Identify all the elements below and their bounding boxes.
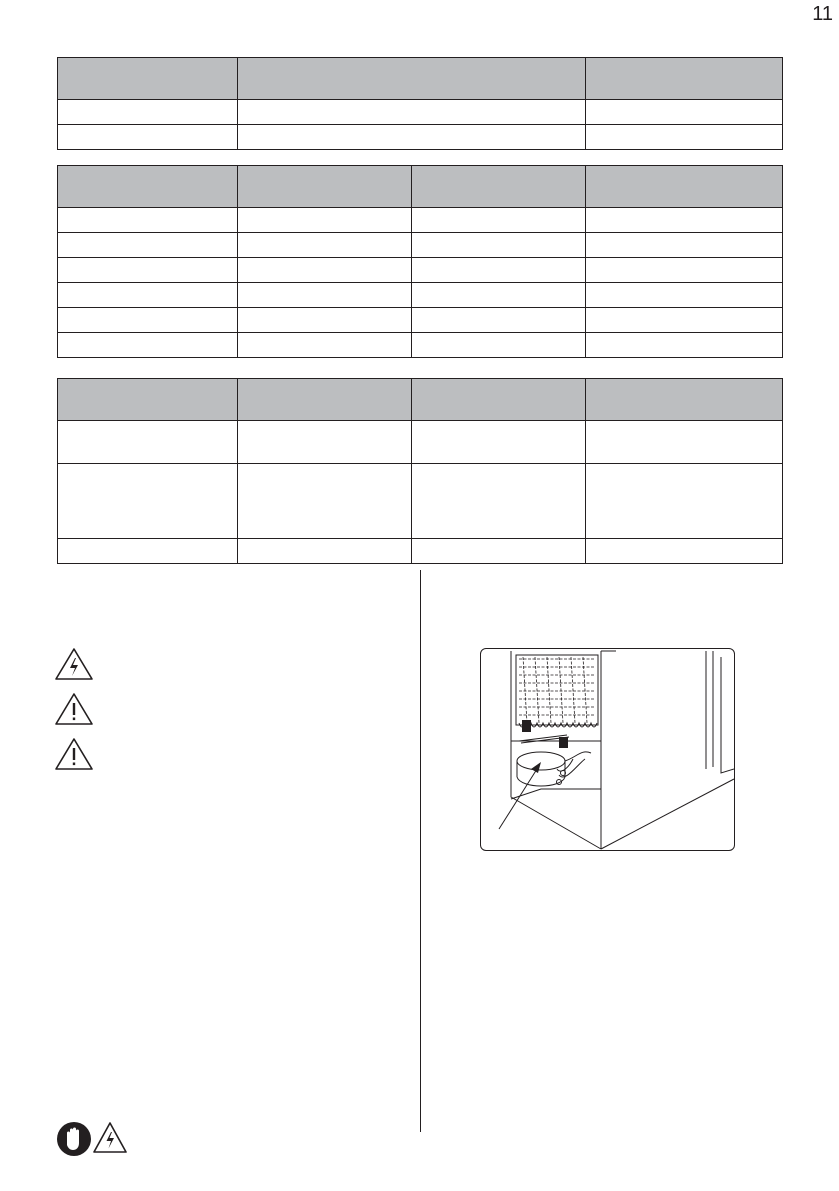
table-cell: [586, 308, 783, 333]
table-row: [58, 421, 783, 464]
table-cell: [238, 208, 412, 233]
table-header-cell: [238, 58, 586, 100]
table-cell: [586, 283, 783, 308]
table-cell: [238, 421, 412, 464]
table-cell: [412, 464, 586, 539]
table-cell: [238, 233, 412, 258]
table-cell: [412, 233, 586, 258]
table-header-cell: [238, 379, 412, 421]
table-row: [58, 333, 783, 358]
table-header-row: [58, 166, 783, 208]
table-header-row: [58, 58, 783, 100]
spec-table-2: [57, 165, 783, 358]
table-cell: [238, 258, 412, 283]
table-cell: [586, 421, 783, 464]
electric-shock-warning-icon: [92, 1120, 128, 1161]
table-cell: [586, 539, 783, 564]
table-row: [58, 464, 783, 539]
spec-table-1: [57, 57, 783, 150]
column-divider: [420, 570, 421, 1132]
table-header-cell: [412, 166, 586, 208]
table-header-row: [58, 379, 783, 421]
table-row: [58, 208, 783, 233]
spec-table-3: [57, 378, 783, 564]
table-header-cell: [586, 379, 783, 421]
table-cell: [238, 333, 412, 358]
table-cell: [586, 125, 783, 150]
refrigerator-rear-illustration: [480, 648, 735, 851]
general-warning-icon: [54, 692, 94, 731]
table-row: [58, 233, 783, 258]
table-header-cell: [586, 58, 783, 100]
table-cell: [58, 333, 238, 358]
table-cell: [412, 333, 586, 358]
table-cell: [412, 283, 586, 308]
table-cell: [586, 333, 783, 358]
table-header-cell: [238, 166, 412, 208]
table-cell: [58, 539, 238, 564]
table-cell: [238, 125, 586, 150]
table-row: [58, 100, 783, 125]
table-cell: [586, 208, 783, 233]
general-warning-icon: [54, 737, 94, 776]
table-cell: [58, 100, 238, 125]
hand-stop-icon: [56, 1121, 92, 1162]
table-header-cell: [58, 58, 238, 100]
table-row: [58, 308, 783, 333]
table-header-cell: [58, 166, 238, 208]
table-cell: [238, 100, 586, 125]
table-cell: [58, 283, 238, 308]
table-cell: [586, 233, 783, 258]
table-row: [58, 125, 783, 150]
table-cell: [58, 258, 238, 283]
table-cell: [238, 308, 412, 333]
electric-shock-warning-icon: [54, 647, 94, 686]
table-cell: [412, 258, 586, 283]
table-cell: [58, 464, 238, 539]
table-cell: [58, 421, 238, 464]
table-cell: [412, 539, 586, 564]
table-cell: [586, 100, 783, 125]
table-cell: [58, 233, 238, 258]
table-row: [58, 258, 783, 283]
table-cell: [58, 208, 238, 233]
table-row: [58, 539, 783, 564]
table-cell: [238, 539, 412, 564]
table-row: [58, 283, 783, 308]
table-cell: [238, 464, 412, 539]
page-number: 11: [812, 3, 833, 25]
table-header-cell: [586, 166, 783, 208]
table-cell: [586, 258, 783, 283]
table-header-cell: [58, 379, 238, 421]
table-cell: [238, 283, 412, 308]
table-header-cell: [412, 379, 586, 421]
table-cell: [412, 208, 586, 233]
table-cell: [586, 464, 783, 539]
table-cell: [412, 421, 586, 464]
table-cell: [58, 308, 238, 333]
table-cell: [412, 308, 586, 333]
table-cell: [58, 125, 238, 150]
